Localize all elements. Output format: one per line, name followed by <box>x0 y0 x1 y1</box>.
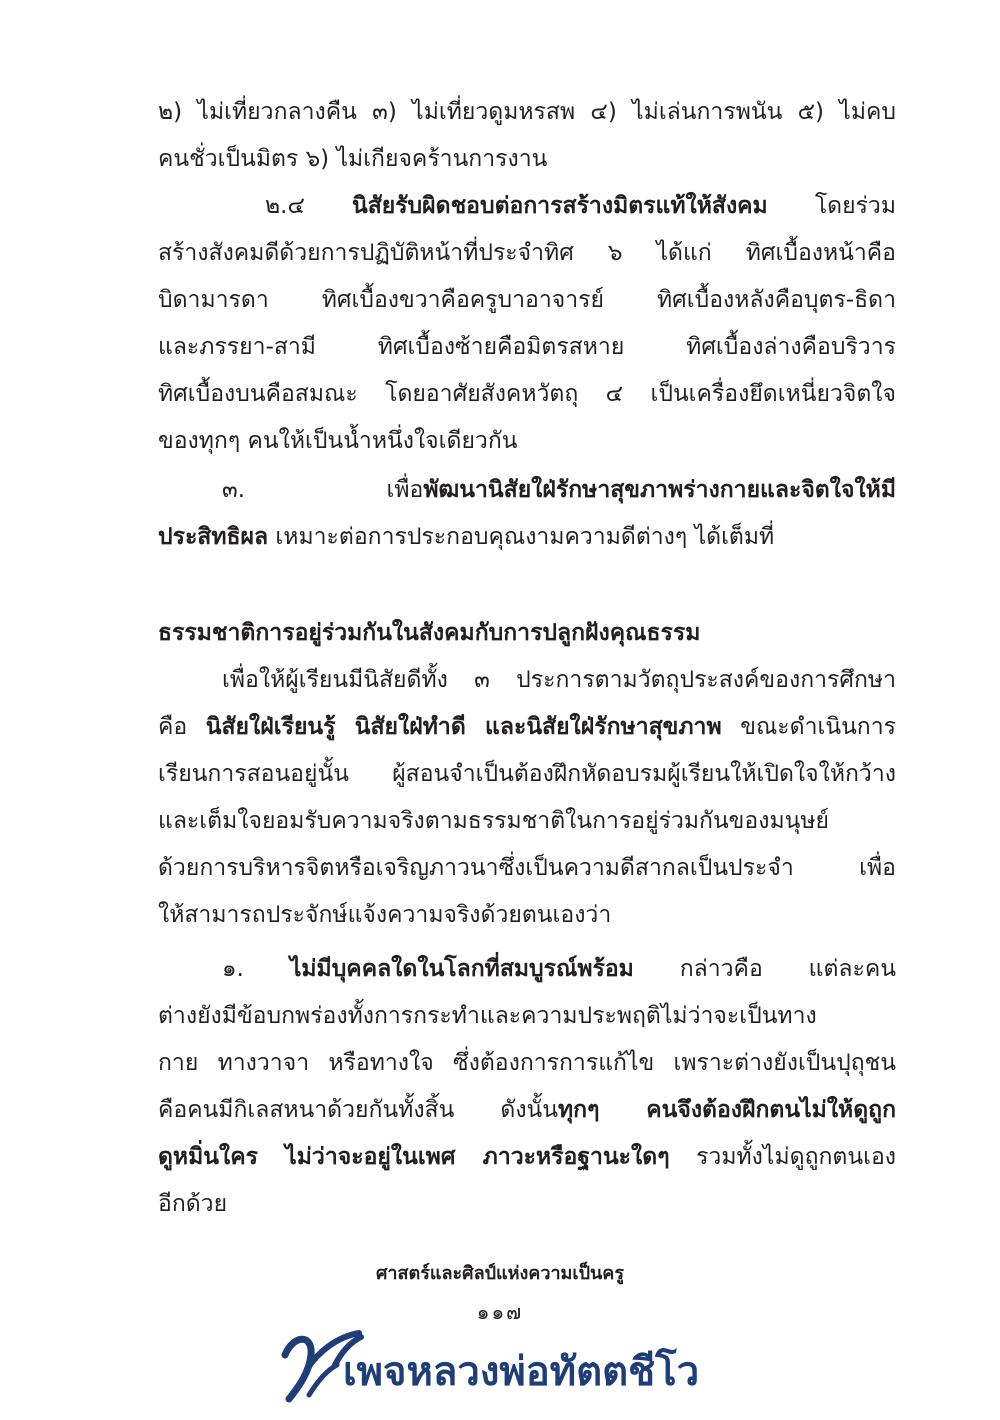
emphasis-text: นิสัยใฝ่เรียนรู้ นิสัยใฝ่ทำดี และนิสัยใฝ่รักษาสุขภาพ <box>205 714 722 740</box>
line-text: กล่าวคือ แต่ละคน <box>633 956 896 982</box>
line-text: เหมาะต่อการประกอบคุณงามความดีต่างๆ ได้เต็มที่ <box>268 524 775 550</box>
text-line <box>158 421 896 461</box>
text-line <box>222 660 896 700</box>
text-line <box>158 1090 896 1130</box>
text-line <box>158 139 896 179</box>
line-text: สร้างสังคมดีด้วยการปฏิบัติหน้าที่ประจำทิศ ๖ ได้แก่ ทิศเบื้องหน้าคือ <box>158 240 896 266</box>
line-text: คนชั่วเป็นมิตร ๖) ไม่เกียจคร้านการงาน <box>158 146 548 172</box>
brand-watermark <box>275 1325 735 1405</box>
line-text: ของทุกๆ คนให้เป็นน้ำหนึ่งใจเดียวกัน <box>158 428 518 454</box>
text-line <box>158 280 896 320</box>
line-text: คือ <box>158 714 206 740</box>
line-text: รวมทั้งไม่ดูถูกตนเอง <box>669 1144 896 1170</box>
line-text: เรียนการสอนอยู่นั้น ผู้สอนจำเป็นต้องฝึกหัดอบรมผู้เรียนให้เปิดใจให้กว้าง <box>158 761 896 787</box>
subsection-heading: นิสัยรับผิดชอบต่อการสร้างมิตรแท้ให้สังคม <box>351 193 768 219</box>
numbered-item-line <box>222 949 896 989</box>
subsection-line <box>265 186 896 226</box>
emphasis-text: ประสิทธิผล <box>158 524 269 550</box>
line-text: โดยร่วม <box>814 193 897 219</box>
text-line <box>158 754 896 794</box>
emphasis-text: ทุกๆ คนจึงต้องฝึกตนไม่ให้ดูถูก <box>558 1097 896 1123</box>
line-text: เพื่อให้ผู้เรียนมีนิสัยดีทั้ง ๓ ประการตามวัตถุประสงค์ของการศึกษา <box>222 667 896 693</box>
text-line <box>158 996 896 1036</box>
heading-text: ธรรมชาติการอยู่ร่วมกันในสังคมกับการปลูกฝังคุณธรรม <box>158 620 701 646</box>
line-text: ต่างยังมีข้อบกพร่องทั้งการกระทำและความประพฤติไม่ว่าจะเป็นทาง <box>158 1003 817 1029</box>
emphasis-text: พัฒนานิสัยใฝ่รักษาสุขภาพร่างกายและจิตใจให้มี <box>423 477 896 503</box>
text-line <box>158 707 896 747</box>
text-line <box>158 1184 896 1224</box>
text-line <box>158 895 896 935</box>
numbered-item-line <box>222 470 896 510</box>
line-text: อีกด้วย <box>158 1191 228 1217</box>
line-text: ด้วยการบริหารจิตหรือเจริญภาวนาซึ่งเป็นความดีสากลเป็นประจำ เพื่อ <box>158 855 896 881</box>
emphasis-text: ดูหมิ่นใคร ไม่ว่าจะอยู่ในเพศ ภาวะหรือฐานะใดๆ <box>158 1144 670 1170</box>
emphasis-text: ไม่มีบุคคลใดในโลกที่สมบูรณ์พร้อม <box>289 956 634 982</box>
text-line <box>158 92 896 132</box>
line-text: และภรรยา-สามี ทิศเบื้องซ้ายคือมิตรสหาย ทิศเบื้องล่างคือบริวาร <box>158 334 896 360</box>
line-text: ๑. <box>222 956 290 982</box>
section-number: ๒.๔ <box>265 193 305 219</box>
text-line <box>158 327 896 367</box>
section-heading <box>158 613 896 653</box>
brand-name: เพจหลวงพ่อทัตตชีโว <box>343 1349 700 1395</box>
text-line <box>158 1137 896 1177</box>
line-text: ให้สามารถประจักษ์แจ้งความจริงด้วยตนเองว่า <box>158 902 612 928</box>
text-line <box>158 848 896 888</box>
line-text: บิดามารดา ทิศเบื้องขวาคือครูบาอาจารย์ ทิศเบื้องหลังคือบุตร-ธิดา <box>158 287 896 313</box>
page-number: ๑๑๗ <box>476 1300 524 1324</box>
text-line <box>158 801 896 841</box>
line-text: ๒) ไม่เที่ยวกลางคืน ๓) ไม่เที่ยวดูมหรสพ ๔) ไม่เล่นการพนัน ๕) ไม่คบ <box>158 99 896 125</box>
line-text: ขณะดำเนินการ <box>721 714 896 740</box>
line-text: กาย ทางวาจา หรือทางใจ ซึ่งต้องการการแก้ไข เพราะต่างยังเป็นปุถุชน <box>158 1050 896 1076</box>
text-line <box>158 1043 896 1083</box>
footer-book-title: ศาสตร์และศิลป์แห่งความเป็นครู <box>375 1263 625 1284</box>
line-text: และเต็มใจยอมรับความจริงตามธรรมชาติในการอยู่ร่วมกันของมนุษย์ <box>158 808 829 834</box>
line-text: คือคนมีกิเลสหนาด้วยกันทั้งสิ้น ดังนั้น <box>158 1097 559 1123</box>
line-text: ทิศเบื้องบนคือสมณะ โดยอาศัยสังคหวัตถุ ๔ เป็นเครื่องยึดเหนี่ยวจิตใจ <box>158 381 896 407</box>
text-line <box>158 374 896 414</box>
line-text: ๓. เพื่อ <box>222 477 424 503</box>
text-line <box>158 517 896 557</box>
text-line <box>158 233 896 273</box>
